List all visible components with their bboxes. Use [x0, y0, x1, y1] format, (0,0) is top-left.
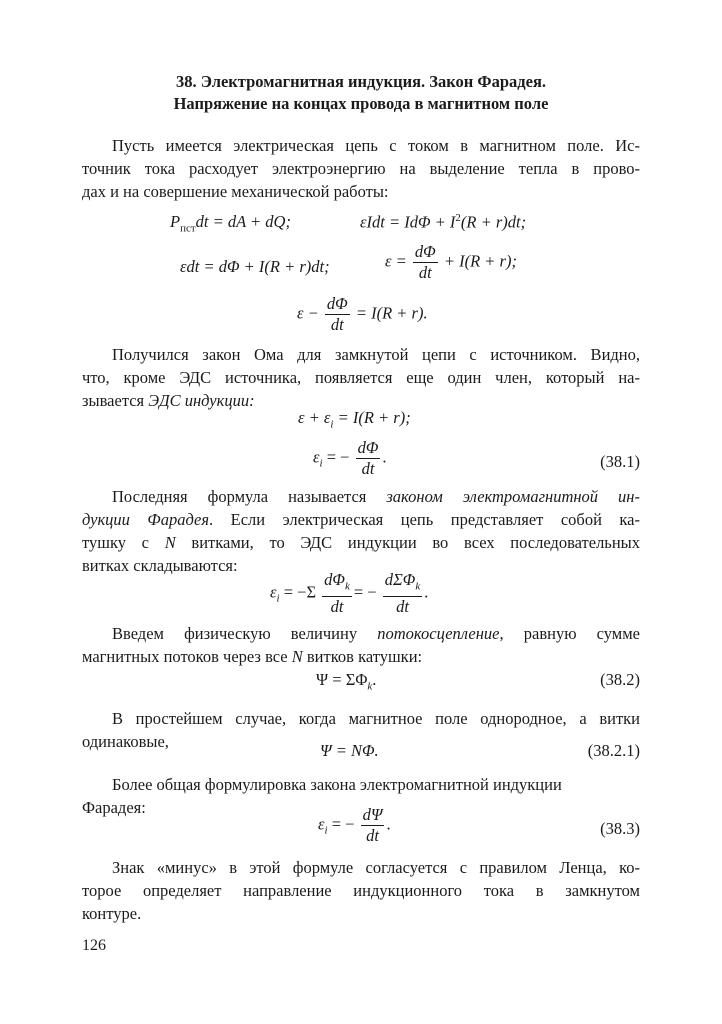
- text-line: магнитных потоков через все N витков катушки:: [82, 647, 423, 666]
- paragraph-1: [82, 134, 640, 203]
- paragraph-4: [82, 622, 640, 668]
- text-line: Фарадея:: [82, 798, 146, 817]
- equation-emf-fraction: ε = $\frac{d\Phi}{dt}$ + I(R + r);: [385, 242, 517, 282]
- equation-faraday-law: $\varepsilon_i$ = − $\frac{d\Phi}{dt}$ .: [313, 438, 387, 478]
- equation-faraday-general: $\varepsilon_i$ = − $\frac{d\Psi}{dt}$ .: [318, 805, 391, 845]
- text-line: Более общая формулировка закона электромагнитной индукции: [112, 775, 562, 794]
- text-line: Введем физическую величину потокосцепление, равную сумме: [112, 624, 640, 643]
- text-line: Пусть имеется электрическая цепь с током в магнитном поле. Ис-: [112, 136, 640, 155]
- text-line: Последняя формула называется законом электромагнитной ин-: [112, 487, 640, 506]
- text-line: дукции Фарадея. Если электрическая цепь представляет собой ка-: [82, 510, 640, 529]
- equation-emf-dt: εdt = dΦ + I(R + r)dt;: [180, 257, 330, 276]
- equation-coil-emf: $\varepsilon_i = -\Sigma$ $\frac{d\Phi_k}{dt}$ = − $\frac{d\Sigma\Phi_k}{dt}$ .: [270, 570, 429, 617]
- text-line: одинаковые,: [82, 732, 169, 751]
- equation-uniform-flux: Ψ = NΦ.: [320, 741, 379, 760]
- text-line: что, кроме ЭДС источника, появляется еще один член, который на-: [82, 368, 640, 387]
- section-title-line2: Напряжение на концах провода в магнитном поле: [173, 94, 549, 113]
- paragraph-3: [82, 485, 640, 577]
- text-line: торое определяет направление индукционного тока в замкнутом: [82, 881, 640, 900]
- equation-number: (38.3): [600, 819, 640, 838]
- paragraph-7: [82, 856, 640, 925]
- paragraph-2: [82, 343, 640, 412]
- equation-flux-linkage: $\Psi = \Sigma\Phi_k$.: [316, 670, 377, 693]
- page-number: 126: [82, 937, 106, 954]
- equation-number: (38.2.1): [587, 741, 640, 760]
- text-line: дах и на совершение механической работы:: [82, 182, 389, 201]
- text-line: контуре.: [82, 904, 142, 923]
- text-line: витках складываются:: [82, 556, 238, 575]
- equation-number: (38.1): [600, 452, 640, 471]
- section-title-line1: 38. Электромагнитная индукция. Закон Фарадея.: [175, 72, 547, 91]
- text-line: В простейшем случае, когда магнитное поле однородное, а витки: [112, 709, 640, 728]
- text-line: Получился закон Ома для замкнутой цепи с источником. Видно,: [112, 345, 640, 364]
- text-line: Знак «минус» в этой формуле согласуется с правилом Ленца, ко-: [112, 858, 640, 877]
- equation-power-balance: $P_{пст}dt$ = dA + dQ;: [170, 212, 291, 235]
- equation-emf-sum: $\varepsilon + \varepsilon_i = I(R + r)$;: [298, 408, 411, 431]
- equation-ohm-law: ε − $\frac{d\Phi}{dt}$ = I(R + r).: [297, 294, 428, 334]
- equation-number: (38.2): [600, 670, 640, 689]
- text-line: зывается ЭДС индукции:: [82, 391, 255, 410]
- text-line: тушку с N витками, то ЭДС индукции во всех последовательных: [82, 533, 641, 552]
- equation-energy-balance: $\varepsilon Idt = Id\Phi + I^2(R + r)dt$;: [360, 212, 527, 232]
- text-line: точник тока расходует электроэнергию на выделение тепла в прово-: [82, 159, 640, 178]
